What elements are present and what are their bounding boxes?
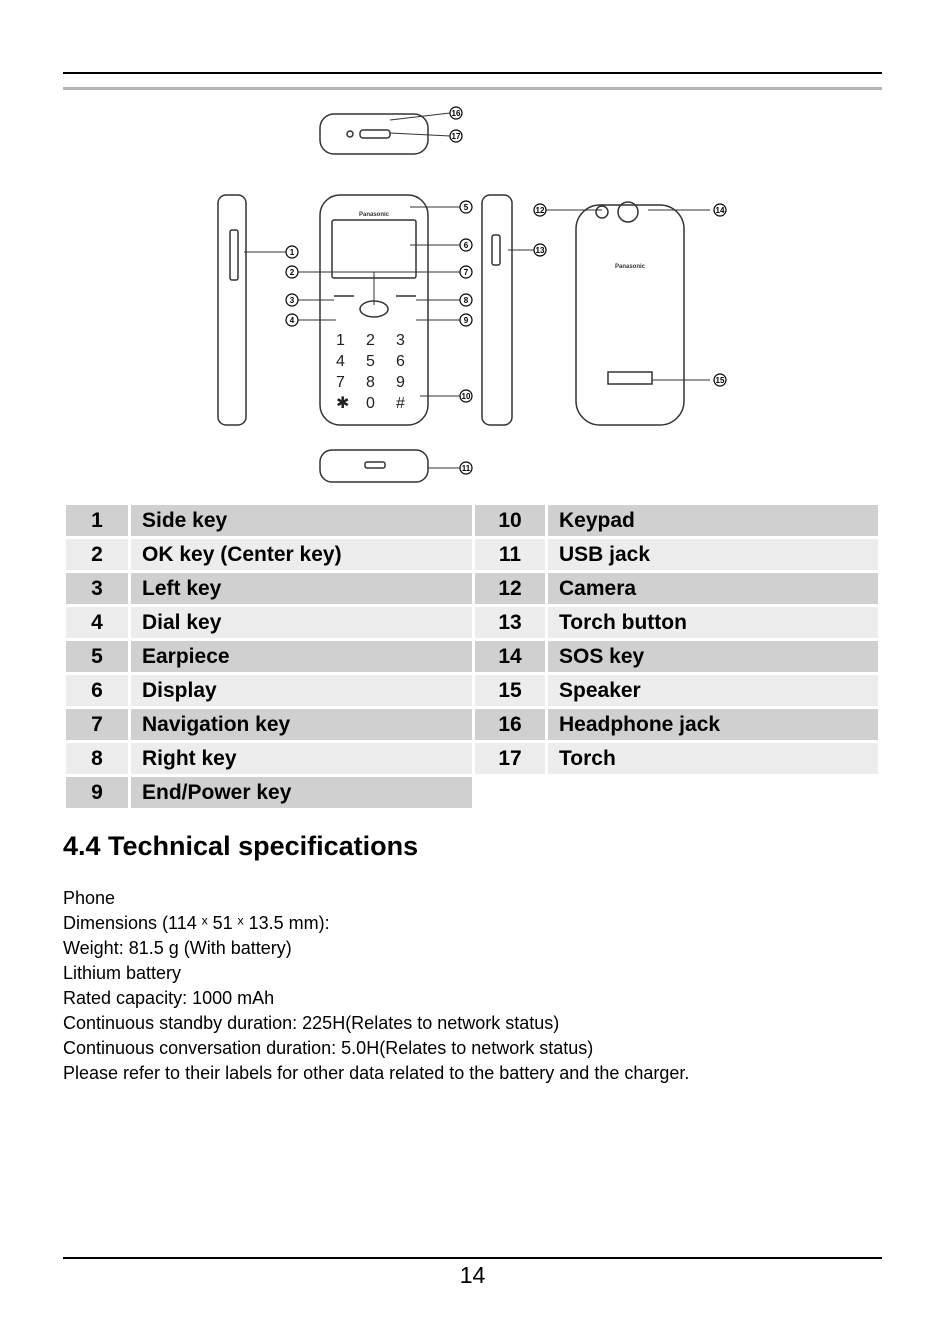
part-name: Camera: [548, 573, 878, 604]
part-name: Side key: [131, 505, 472, 536]
callout-17: 17: [451, 132, 461, 141]
callout-9: 9: [463, 316, 469, 325]
table-row: [66, 539, 878, 570]
callout-14: 14: [715, 206, 725, 215]
phone-right-side-view: [482, 195, 512, 425]
part-name: Torch button: [548, 607, 878, 638]
table-row: [66, 573, 878, 604]
page-number: 14: [459, 1262, 486, 1288]
specifications-text: [63, 886, 689, 1086]
key-6: 6: [396, 353, 405, 370]
phone-diagram: [210, 100, 740, 490]
empty-cell: [475, 777, 545, 808]
part-name: Earpiece: [131, 641, 472, 672]
part-number: 3: [66, 573, 128, 604]
speaker-grille: [608, 372, 652, 384]
table-row: [66, 505, 878, 536]
callout-6: 6: [463, 241, 469, 250]
phone-back-view: [576, 205, 684, 425]
part-number: 15: [475, 675, 545, 706]
part-name: Dial key: [131, 607, 472, 638]
callout-10: 10: [461, 392, 471, 401]
parts-table: [63, 502, 881, 811]
spec-line: Lithium battery: [63, 963, 182, 983]
table-row: [66, 777, 878, 808]
key-5: 5: [366, 353, 375, 370]
footer-rule: [63, 1257, 882, 1259]
key-hash: #: [396, 395, 405, 412]
part-name: Right key: [131, 743, 472, 774]
part-name: Headphone jack: [548, 709, 878, 740]
brand-logo-back: Panasonic: [614, 264, 646, 270]
key-1: 1: [336, 332, 345, 349]
part-number: 13: [475, 607, 545, 638]
part-name: USB jack: [548, 539, 878, 570]
keypad-keys: [336, 332, 405, 412]
spec-line: Phone: [63, 888, 116, 908]
callout-2: 2: [289, 268, 295, 277]
part-name: Keypad: [548, 505, 878, 536]
part-number: 10: [475, 505, 545, 536]
callout-markers: [286, 107, 726, 474]
table-row: [66, 743, 878, 774]
header-rule-gray: [63, 87, 882, 90]
table-row: [66, 675, 878, 706]
key-9: 9: [396, 374, 405, 391]
spec-line: Dimensions (114 ˣ 51 ˣ 13.5 mm):: [63, 913, 330, 933]
part-number: 9: [66, 777, 128, 808]
part-number: 1: [66, 505, 128, 536]
callout-12: 12: [535, 206, 545, 215]
phone-bottom-view: [320, 450, 428, 482]
part-number: 6: [66, 675, 128, 706]
callout-11: 11: [461, 464, 471, 473]
part-name: Left key: [131, 573, 472, 604]
key-2: 2: [366, 332, 375, 349]
part-number: 12: [475, 573, 545, 604]
spec-line: Please refer to their labels for other data related to the battery and the charger.: [63, 1063, 690, 1083]
callout-5: 5: [463, 203, 469, 212]
key-8: 8: [366, 374, 375, 391]
callout-4: 4: [289, 316, 295, 325]
key-3: 3: [396, 332, 405, 349]
part-name: Speaker: [548, 675, 878, 706]
part-name: SOS key: [548, 641, 878, 672]
part-name: Navigation key: [131, 709, 472, 740]
part-number: 17: [475, 743, 545, 774]
empty-cell: [548, 777, 878, 808]
part-number: 16: [475, 709, 545, 740]
part-number: 5: [66, 641, 128, 672]
callout-1: 1: [289, 248, 295, 257]
section-heading: 4.4 Technical specifications: [63, 831, 419, 861]
table-row: [66, 709, 878, 740]
callout-7: 7: [463, 268, 469, 277]
part-name: Torch: [548, 743, 878, 774]
part-name: OK key (Center key): [131, 539, 472, 570]
part-number: 14: [475, 641, 545, 672]
callout-8: 8: [463, 296, 469, 305]
callout-lines: [244, 113, 710, 468]
table-row: [66, 641, 878, 672]
part-name: Display: [131, 675, 472, 706]
spec-line: Continuous conversation duration: 5.0H(Relates to network status): [63, 1038, 594, 1058]
spec-line: Weight: 81.5 g (With battery): [63, 938, 292, 958]
part-name: End/Power key: [131, 777, 472, 808]
part-number: 8: [66, 743, 128, 774]
brand-logo-front: Panasonic: [358, 212, 390, 218]
part-number: 11: [475, 539, 545, 570]
part-number: 7: [66, 709, 128, 740]
header-rule: [63, 72, 882, 74]
callout-16: 16: [451, 109, 461, 118]
part-number: 2: [66, 539, 128, 570]
table-row: [66, 607, 878, 638]
callout-15: 15: [715, 376, 725, 385]
part-number: 4: [66, 607, 128, 638]
spec-line: Continuous standby duration: 225H(Relates to network status): [63, 1013, 560, 1033]
key-4: 4: [336, 353, 345, 370]
key-star: ✱: [336, 395, 350, 412]
key-7: 7: [336, 374, 345, 391]
callout-3: 3: [289, 296, 295, 305]
key-0: 0: [366, 395, 375, 412]
callout-13: 13: [535, 246, 545, 255]
spec-line: Rated capacity: 1000 mAh: [63, 988, 275, 1008]
